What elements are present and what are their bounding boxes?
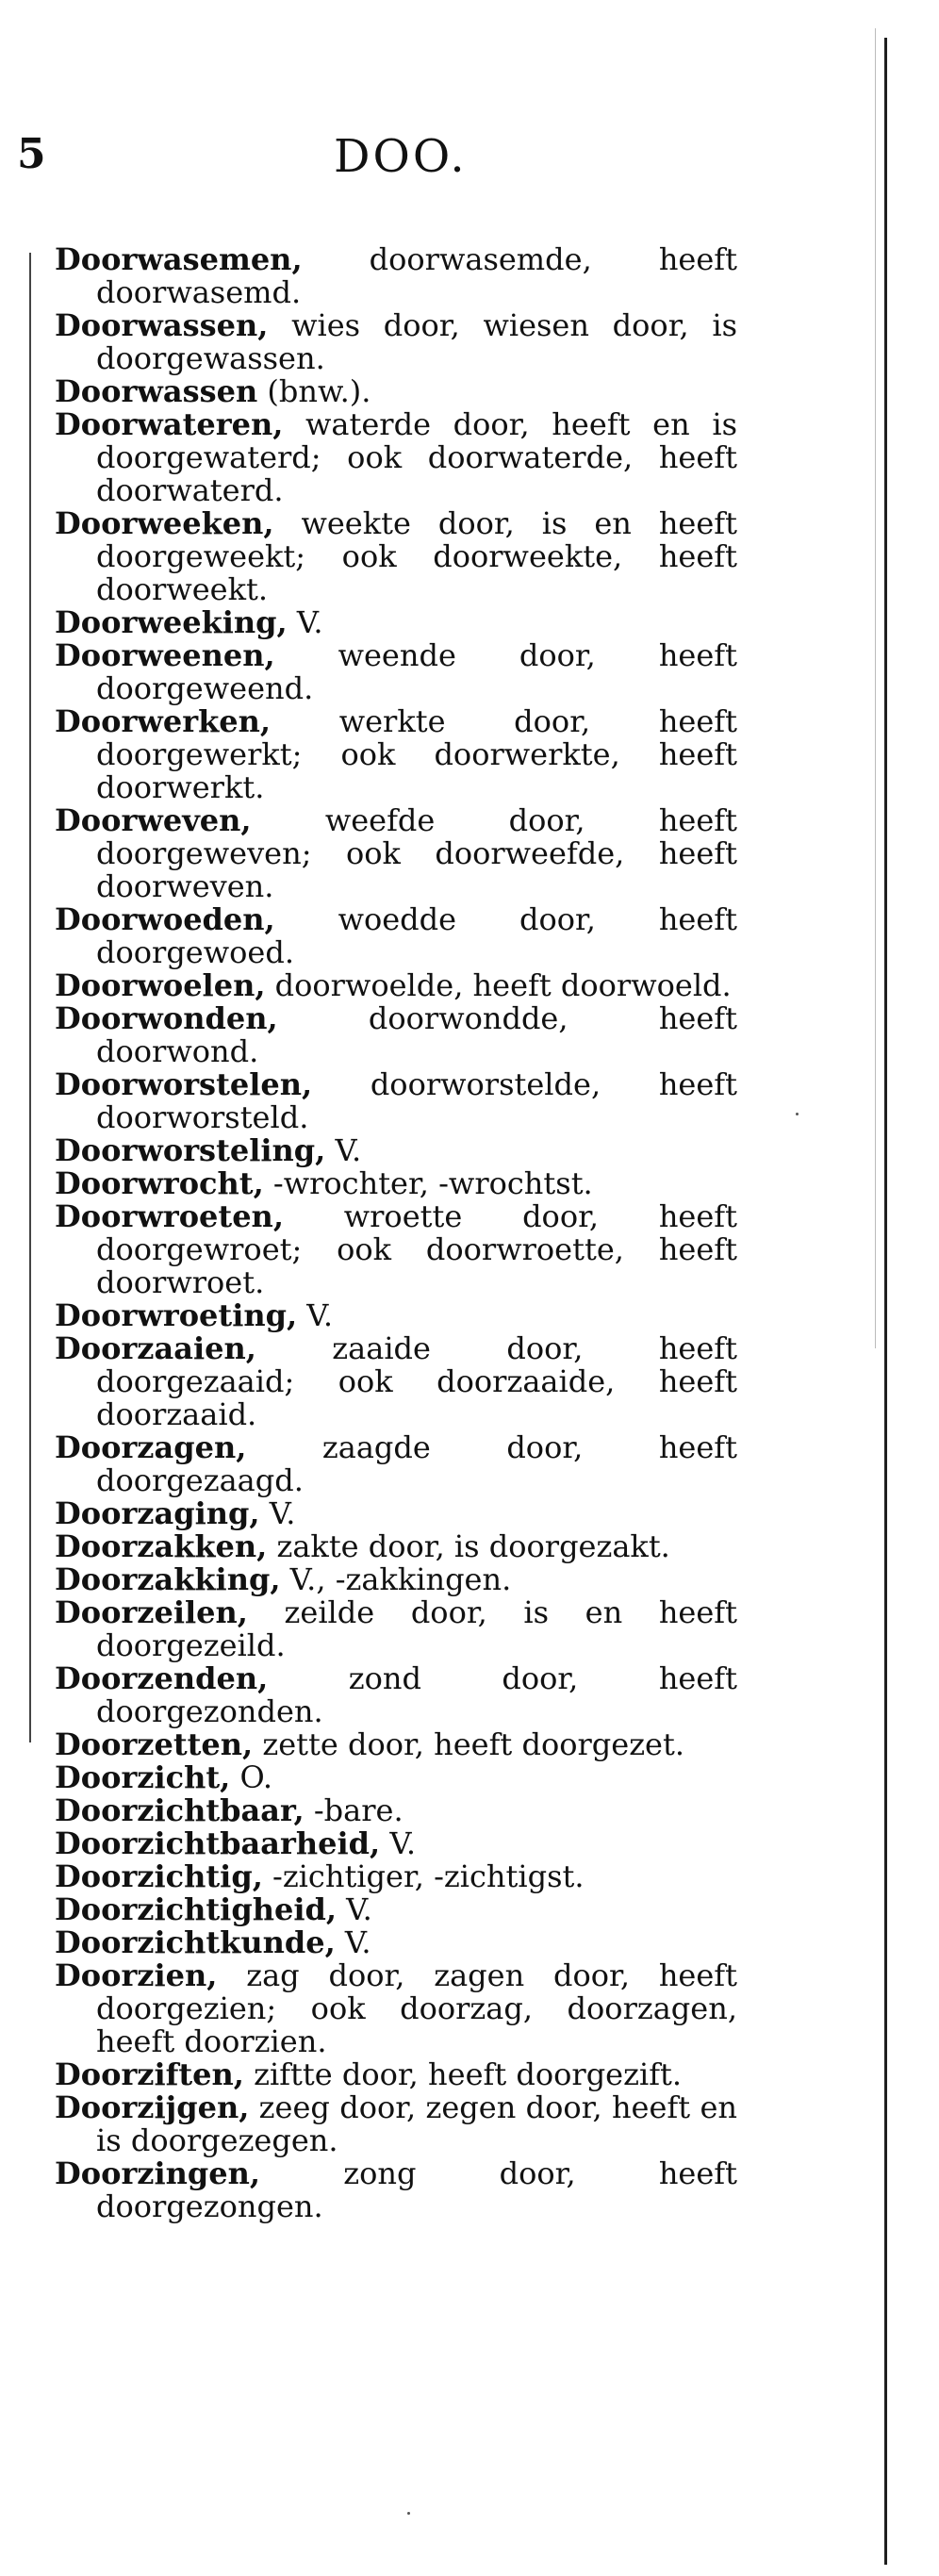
entry-headword: Doorwonden, — [55, 1000, 278, 1036]
left-column-rule — [29, 253, 31, 1742]
entry-definition: waterde door, heeft en is doorgewaterd; ook doorwaterde, heeft doorwaterd. — [96, 406, 738, 508]
entry-definition: weende door, heeft doorgeweend. — [96, 637, 737, 706]
entry-definition: zong door, heeft doorgezongen. — [96, 2155, 738, 2224]
dictionary-entry — [55, 705, 737, 804]
entry-definition: -zichtiger, -zichtigst. — [272, 1858, 585, 1894]
entry-definition: -wrochter, -wrochtst. — [272, 1165, 593, 1201]
entry-definition: V. — [344, 1924, 371, 1960]
dictionary-entry — [55, 309, 737, 375]
dictionary-entry — [55, 243, 737, 309]
entry-definition: V., -zakkingen. — [289, 1561, 512, 1597]
entry-headword: Doorwrocht, — [55, 1165, 264, 1201]
entry-headword: Doorwroeten, — [55, 1198, 284, 1234]
entry-headword: Doorzien, — [55, 1957, 218, 1993]
dictionary-entry — [55, 2157, 737, 2223]
entry-definition: doorwondde, heeft doorwond. — [96, 1000, 737, 1069]
entry-headword: Doorwassen — [55, 373, 258, 409]
dictionary-entry — [55, 1530, 737, 1563]
entry-definition: ziftte door, heeft doorgezift. — [254, 2056, 683, 2092]
entry-definition: doorworstelde, heeft doorworsteld. — [96, 1066, 737, 1135]
entry-definition: zaagde door, heeft doorgezaagd. — [96, 1429, 738, 1498]
entry-definition: werkte door, heeft doorgewerkt; ook doorwerkte, heeft doorwerkt. — [96, 703, 738, 805]
entry-definition: zond door, heeft doorgezonden. — [96, 1660, 738, 1729]
entry-headword: Doorwateren, — [55, 406, 284, 442]
dictionary-entry — [55, 1167, 737, 1200]
entry-headword: Doorzakken, — [55, 1528, 268, 1564]
right-column-rule — [884, 38, 887, 2565]
dictionary-entry — [55, 2058, 737, 2091]
dictionary-entry — [55, 969, 737, 1002]
entry-headword: Doorzaging, — [55, 1495, 260, 1531]
entry-definition: wies door, wiesen door, is doorgewassen. — [96, 307, 737, 376]
entry-definition: V. — [296, 604, 323, 640]
entry-headword: Doorzingen, — [55, 2155, 261, 2191]
dictionary-entry — [55, 1893, 737, 1926]
dictionary-entry — [55, 1299, 737, 1332]
entry-definition: V. — [389, 1825, 417, 1861]
entry-definition: -bare. — [313, 1792, 404, 1828]
entry-definition: O. — [239, 1759, 272, 1795]
entry-definition: zag door, zagen door, heeft doorgezien; ook doorzag, doorzagen, heeft doorzien. — [96, 1957, 738, 2059]
entry-headword: Doorzichtig, — [55, 1858, 263, 1894]
entry-headword: Doorwroeting, — [55, 1297, 298, 1333]
entry-definition: V. — [306, 1297, 333, 1333]
entry-headword: Doorworsteling, — [55, 1132, 326, 1168]
entry-headword: Doorzicht, — [55, 1759, 231, 1795]
entry-definition: zette door, heeft doorgezet. — [262, 1726, 685, 1762]
dictionary-entry — [55, 903, 737, 969]
entry-headword: Doorzichtbaarheid, — [55, 1825, 381, 1861]
dictionary-entry — [55, 2091, 737, 2157]
entry-definition: (bnw.). — [267, 373, 371, 409]
entry-headword: Doorzijgen, — [55, 2089, 250, 2125]
entry-definition: wroette door, heeft doorgewroet; ook doorwroette, heeft doorwroet. — [96, 1198, 737, 1300]
entry-headword: Doorzeilen, — [55, 1594, 248, 1630]
dictionary-entry — [55, 1596, 737, 1662]
dictionary-entry — [55, 1794, 737, 1827]
running-head: DOO. — [334, 130, 468, 183]
dictionary-entry — [55, 639, 737, 705]
dictionary-entry — [55, 1431, 737, 1497]
dictionary-entry — [55, 1728, 737, 1761]
print-speck — [407, 2512, 410, 2515]
entry-headword: Doorzichtigheid, — [55, 1891, 337, 1927]
entry-definition: woedde door, heeft doorgewoed. — [96, 901, 738, 970]
dictionary-entry — [55, 1563, 737, 1596]
dictionary-entry — [55, 507, 737, 606]
dictionary-entry — [55, 1068, 737, 1134]
dictionary-entry — [55, 1959, 737, 2058]
dictionary-entry — [55, 1134, 737, 1167]
dictionary-entry — [55, 606, 737, 639]
entry-definition: zakte door, is doorgezakt. — [276, 1528, 670, 1564]
dictionary-entry — [55, 375, 737, 408]
entry-definition: V. — [269, 1495, 296, 1531]
dictionary-entry — [55, 1662, 737, 1728]
entry-headword: Doorworstelen, — [55, 1066, 313, 1102]
right-faint-rule — [875, 28, 876, 1348]
entry-definition: zaaide door, heeft doorgezaaid; ook doorzaaide, heeft doorzaaid. — [96, 1330, 737, 1432]
entry-headword: Doorziften, — [55, 2056, 244, 2092]
entry-headword: Doorzakking, — [55, 1561, 281, 1597]
dictionary-entry — [55, 1827, 737, 1860]
dictionary-entry — [55, 1761, 737, 1794]
dictionary-entry — [55, 1926, 737, 1959]
entry-headword: Doorwoeden, — [55, 901, 275, 937]
dictionary-entries — [55, 243, 737, 2223]
entry-headword: Doorzetten, — [55, 1726, 254, 1762]
entry-headword: Doorweven, — [55, 802, 252, 838]
entry-definition: zeeg door, zegen door, heeft en is doorgezegen. — [96, 2089, 738, 2158]
entry-headword: Doorweenen, — [55, 637, 275, 673]
page-number: 5 — [17, 130, 46, 178]
entry-definition: zeilde door, is en heeft doorgezeild. — [96, 1594, 737, 1663]
entry-definition: V. — [335, 1132, 362, 1168]
entry-headword: Doorwoelen, — [55, 967, 266, 1003]
entry-headword: Doorzaaien, — [55, 1330, 256, 1366]
entry-headword: Doorwerken, — [55, 703, 271, 739]
dictionary-entry — [55, 1860, 737, 1893]
entry-definition: weefde door, heeft doorgeweven; ook doorweefde, heeft doorweven. — [96, 802, 737, 904]
entry-headword: Doorweeken, — [55, 505, 274, 541]
entry-headword: Doorzichtkunde, — [55, 1924, 336, 1960]
dictionary-entry — [55, 1002, 737, 1068]
entry-headword: Doorzagen, — [55, 1429, 247, 1465]
entry-headword: Doorzichtbaar, — [55, 1792, 305, 1828]
dictionary-entry — [55, 1200, 737, 1299]
entry-headword: Doorwassen, — [55, 307, 269, 343]
dictionary-entry — [55, 408, 737, 507]
dictionary-entry — [55, 1497, 737, 1530]
entry-definition: doorwasemde, heeft doorwasemd. — [96, 241, 737, 310]
dictionary-entry — [55, 1332, 737, 1431]
print-speck — [796, 1113, 799, 1115]
dictionary-entry — [55, 804, 737, 903]
entry-headword: Doorzenden, — [55, 1660, 269, 1696]
entry-definition: weekte door, is en heeft doorgeweekt; ook doorweekte, heeft doorweekt. — [96, 505, 737, 607]
entry-definition: doorwoelde, heeft doorwoeld. — [274, 967, 732, 1003]
entry-headword: Doorweeking, — [55, 604, 288, 640]
entry-headword: Doorwasemen, — [55, 241, 303, 277]
entry-definition: V. — [346, 1891, 372, 1927]
